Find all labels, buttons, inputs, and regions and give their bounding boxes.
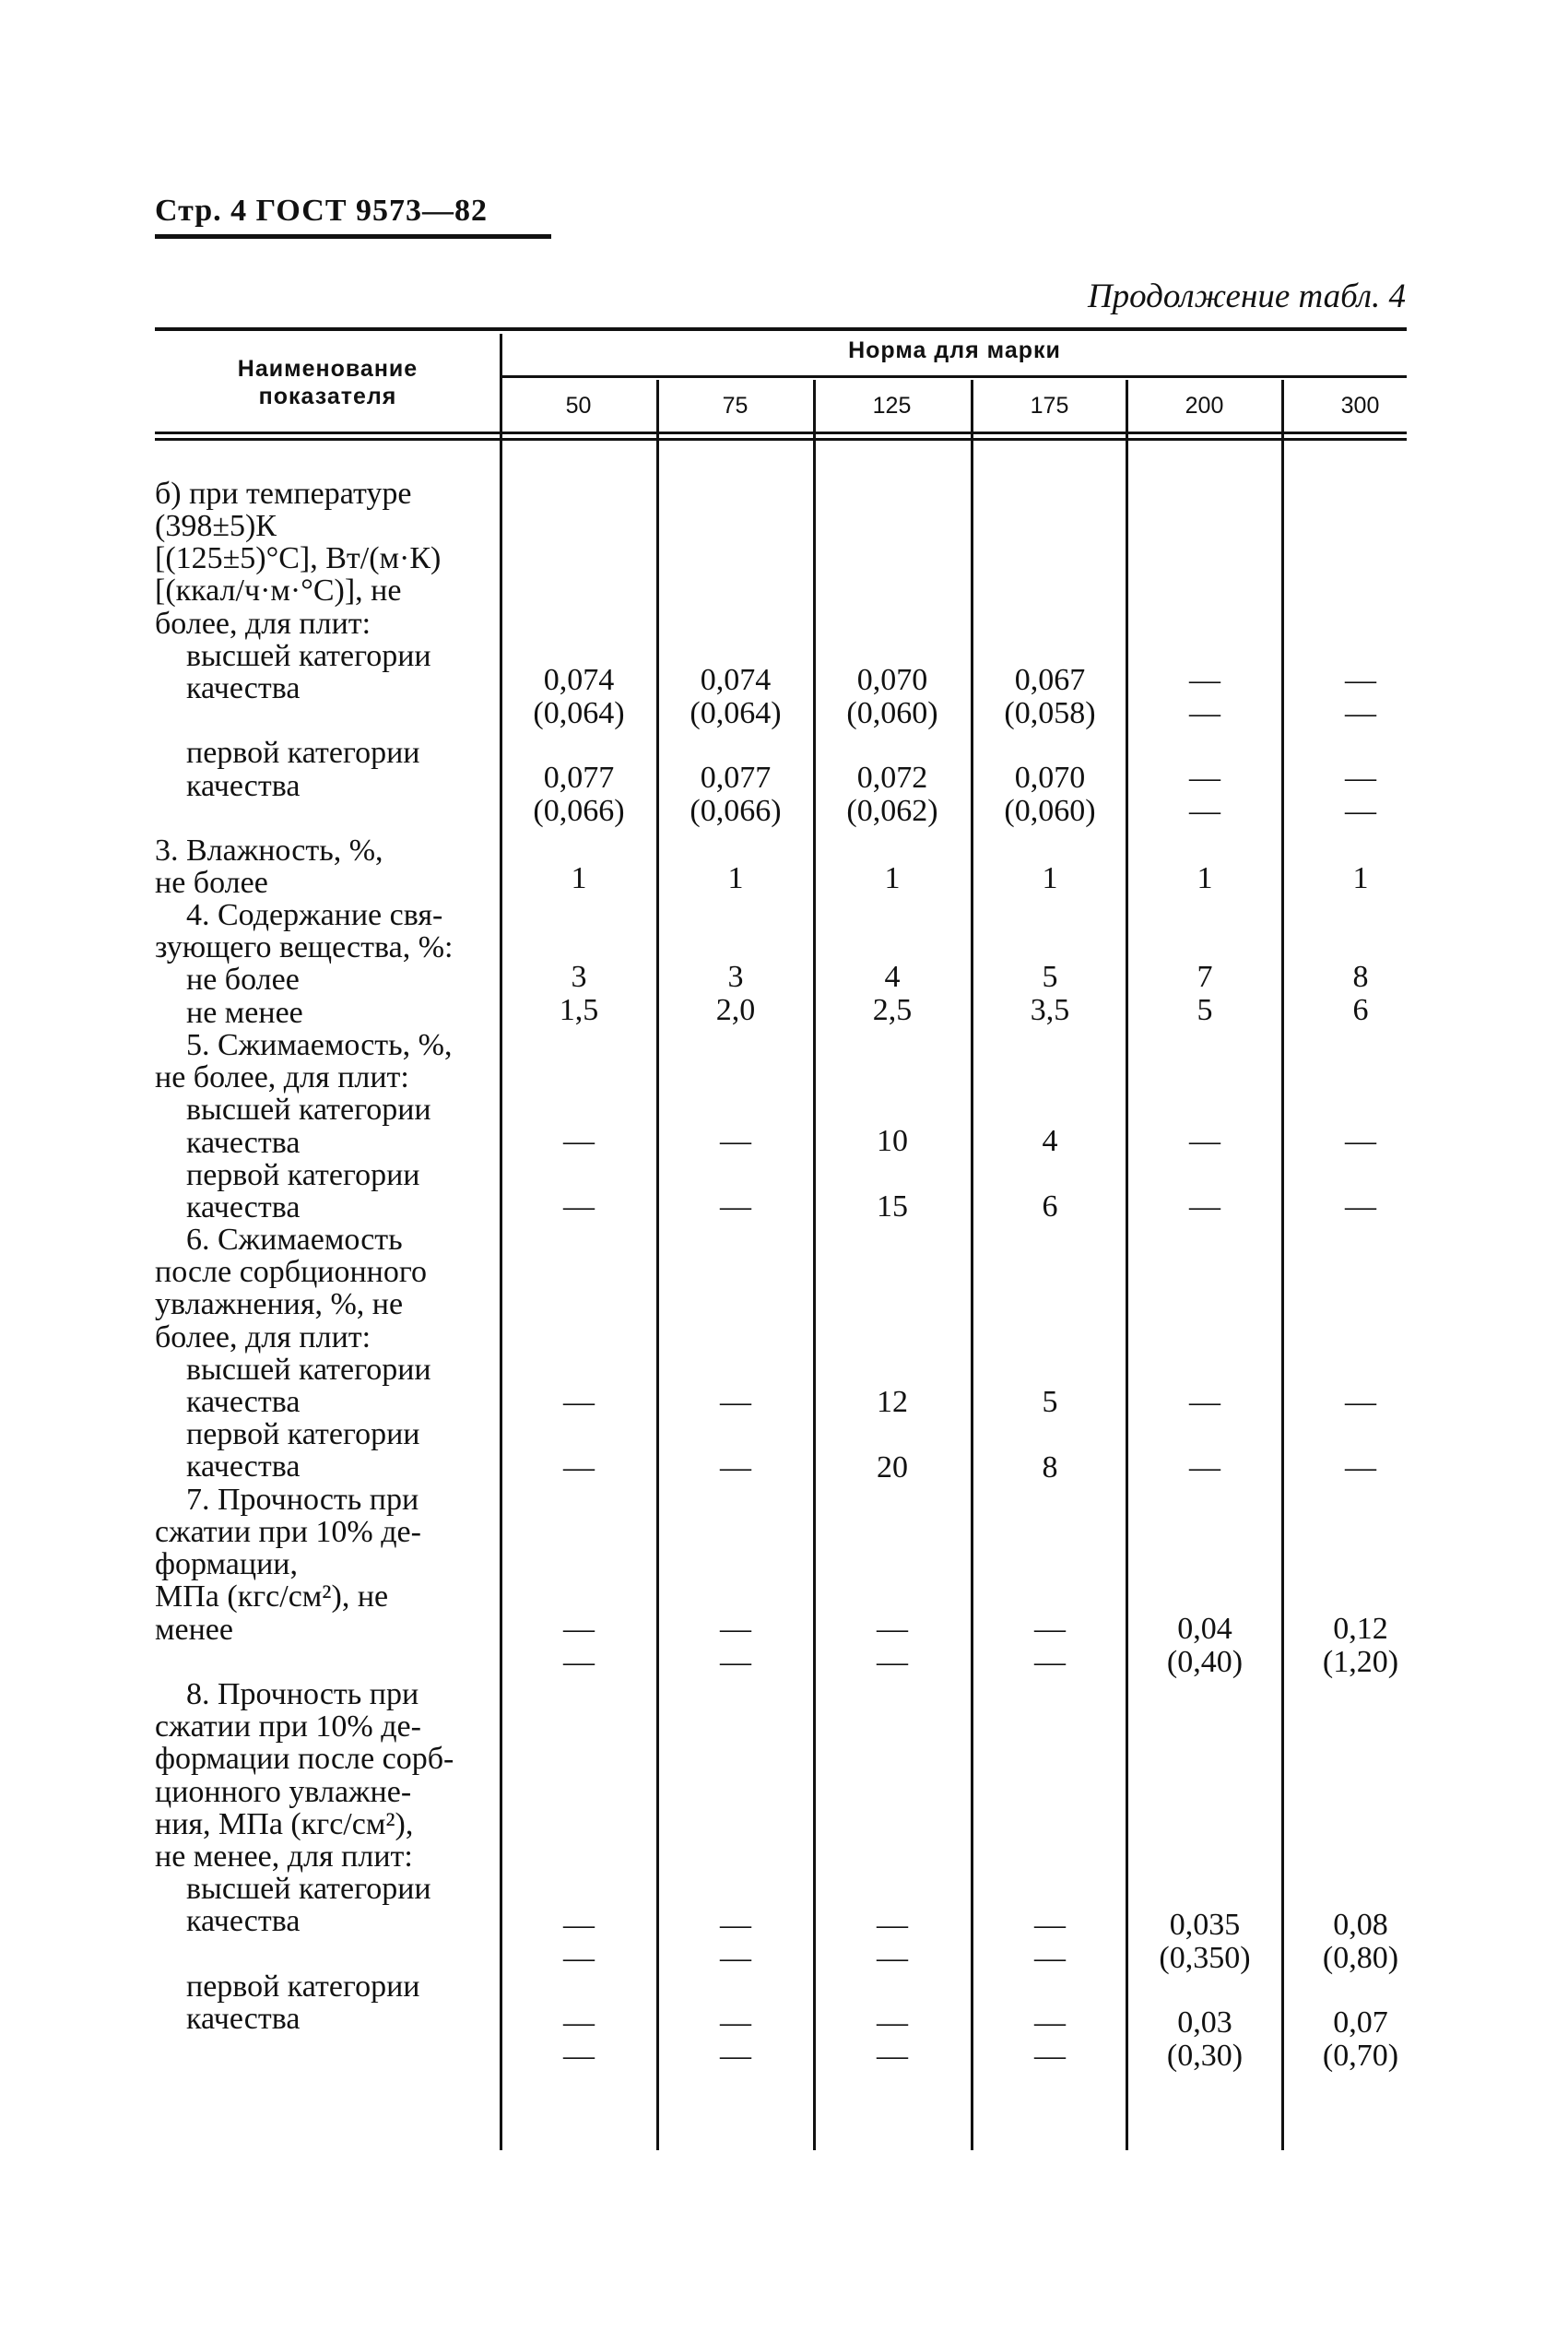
- table-cell: — —: [877, 1908, 908, 1975]
- label-line: высшей категории: [155, 1093, 431, 1127]
- label-line: качества: [155, 671, 301, 705]
- table-top-rule: [155, 327, 1407, 331]
- table-cell: 0,035 (0,350): [1159, 1908, 1251, 1975]
- grade-header: 75: [722, 393, 749, 419]
- table-cell: 20: [877, 1450, 908, 1484]
- table-cell: — —: [1345, 761, 1376, 828]
- table-cell: 1: [1042, 861, 1058, 895]
- table-cell: — —: [563, 1612, 595, 1679]
- label-line: качества: [155, 769, 301, 803]
- label-line: [(ккал/ч·м·°C)], не: [155, 574, 402, 608]
- table-cell: 0,077 (0,066): [533, 761, 625, 828]
- col-divider-4: [1126, 380, 1128, 2150]
- col-divider-3: [971, 380, 973, 2150]
- table-cell: 3 2,0: [715, 960, 756, 1027]
- label-line: не менее, для плит:: [155, 1839, 413, 1874]
- grade-header: 50: [565, 393, 592, 419]
- label-line: увлажнения, %, не: [155, 1287, 404, 1321]
- table-cell: — —: [563, 2005, 595, 2073]
- label-line: не более: [155, 866, 268, 900]
- label-line: зующего вещества, %:: [155, 930, 454, 964]
- grade-header: 175: [1030, 393, 1069, 419]
- label-line: не более, для плит:: [155, 1060, 409, 1094]
- table-cell: — —: [563, 1908, 595, 1975]
- table-cell: —: [1189, 1385, 1220, 1419]
- table-cell: —: [1345, 1124, 1376, 1158]
- header-rule: [155, 234, 551, 239]
- table-cell: 0,07 (0,70): [1322, 2005, 1399, 2073]
- table-cell: — —: [877, 2005, 908, 2073]
- table-cell: — —: [720, 1908, 751, 1975]
- label-line: первой категории: [155, 1969, 420, 2004]
- table-cell: —: [1345, 1189, 1376, 1224]
- label-line: формации,: [155, 1547, 298, 1581]
- table-cell: 6: [1042, 1189, 1058, 1224]
- table-cell: —: [563, 1124, 595, 1158]
- label-line: 8. Прочность при: [155, 1677, 419, 1711]
- table-cell: 1: [1352, 861, 1369, 895]
- label-line: 7. Прочность при: [155, 1483, 419, 1517]
- continuation-label: Продолжение табл. 4: [1087, 278, 1406, 315]
- grade-header: 200: [1185, 393, 1224, 419]
- label-line: сжатии при 10% де-: [155, 1515, 421, 1549]
- table-cell: 0,077 (0,066): [690, 761, 782, 828]
- label-line: 5. Сжимаемость, %,: [155, 1028, 453, 1062]
- label-line: не более: [155, 963, 300, 997]
- label-line: 6. Сжимаемость: [155, 1223, 403, 1257]
- table-cell: —: [1345, 1450, 1376, 1484]
- table-cell: —: [720, 1124, 751, 1158]
- table-cell: — —: [1189, 663, 1220, 730]
- table-cell: —: [720, 1189, 751, 1224]
- table-cell: —: [563, 1189, 595, 1224]
- label-line: высшей категории: [155, 1872, 431, 1906]
- label-line: качества: [155, 2002, 301, 2036]
- grade-header: 125: [872, 393, 912, 419]
- table-cell: 8 6: [1352, 960, 1369, 1027]
- table-cell: 1: [727, 861, 744, 895]
- table-cell: — —: [720, 2005, 751, 2073]
- table-cell: — —: [1189, 761, 1220, 828]
- label-line: (398±5)К: [155, 509, 277, 543]
- table-cell: — —: [877, 1612, 908, 1679]
- table-cell: 5 3,5: [1030, 960, 1070, 1027]
- col-divider-name: [500, 334, 502, 2150]
- label-line: 4. Содержание свя-: [155, 898, 443, 932]
- label-line: после сорбционного: [155, 1255, 427, 1289]
- table-cell: —: [563, 1385, 595, 1419]
- label-line: 3. Влажность, %,: [155, 834, 383, 868]
- label-line: [(125±5)°C], Вт/(м·К): [155, 541, 442, 575]
- page-header: Стр. 4 ГОСТ 9573—82: [155, 194, 489, 228]
- grade-header: 300: [1340, 393, 1380, 419]
- label-line: ния, МПа (кгс/см²),: [155, 1807, 414, 1841]
- table-cell: 15: [877, 1189, 908, 1224]
- table-cell: —: [1189, 1189, 1220, 1224]
- table-cell: 0,08 (0,80): [1322, 1908, 1399, 1975]
- label-line: высшей категории: [155, 1353, 431, 1387]
- table-cell: 7 5: [1197, 960, 1213, 1027]
- table-cell: 12: [877, 1385, 908, 1419]
- table-cell: 0,070 (0,060): [846, 663, 938, 730]
- norm-header-rule: [502, 375, 1407, 378]
- column-name-header: Наименование показателя: [237, 356, 419, 409]
- table-cell: — —: [1345, 663, 1376, 730]
- label-line: сжатии при 10% де-: [155, 1709, 421, 1744]
- table-cell: — —: [1034, 1612, 1066, 1679]
- label-line: формации после сорб-: [155, 1742, 454, 1776]
- label-line: более, для плит:: [155, 607, 371, 641]
- label-line: качества: [155, 1126, 301, 1160]
- norm-header: Норма для марки: [848, 337, 1061, 363]
- label-line: первой категории: [155, 736, 420, 770]
- table-cell: 0,04 (0,40): [1166, 1612, 1244, 1679]
- label-line: качества: [155, 1385, 301, 1419]
- table-cell: 0,074 (0,064): [690, 663, 782, 730]
- table-cell: 0,12 (1,20): [1322, 1612, 1399, 1679]
- table-cell: 0,070 (0,060): [1004, 761, 1096, 828]
- table-cell: 4: [1042, 1124, 1058, 1158]
- table-cell: — —: [1034, 1908, 1066, 1975]
- label-line: менее: [155, 1613, 233, 1647]
- table-cell: —: [720, 1450, 751, 1484]
- table-cell: —: [1345, 1385, 1376, 1419]
- label-line: МПа (кгс/см²), не: [155, 1579, 389, 1614]
- table-cell: 1: [571, 861, 587, 895]
- label-line: качества: [155, 1449, 301, 1484]
- label-line: ционного увлажне-: [155, 1775, 412, 1809]
- table-cell: —: [563, 1450, 595, 1484]
- table-cell: 0,067 (0,058): [1004, 663, 1096, 730]
- table-cell: 5: [1042, 1385, 1058, 1419]
- table-cell: 1: [1197, 861, 1213, 895]
- table-cell: 4 2,5: [872, 960, 913, 1027]
- table-cell: 3 1,5: [559, 960, 599, 1027]
- label-line: высшей категории: [155, 639, 431, 673]
- table-cell: — —: [720, 1612, 751, 1679]
- header-bottom-rule-2: [155, 438, 1407, 441]
- table-cell: 0,072 (0,062): [846, 761, 938, 828]
- label-line: более, для плит:: [155, 1320, 371, 1354]
- label-line: не менее: [155, 996, 303, 1030]
- table-cell: —: [1189, 1450, 1220, 1484]
- table-cell: —: [720, 1385, 751, 1419]
- table-cell: 0,074 (0,064): [533, 663, 625, 730]
- table-cell: — —: [1034, 2005, 1066, 2073]
- table-cell: —: [1189, 1124, 1220, 1158]
- table-cell: 10: [877, 1124, 908, 1158]
- table-cell: 1: [884, 861, 901, 895]
- label-line: качества: [155, 1904, 301, 1938]
- col-divider-5: [1281, 380, 1284, 2150]
- header-bottom-rule: [155, 432, 1407, 434]
- label-line: первой категории: [155, 1417, 420, 1451]
- table-cell: 8: [1042, 1450, 1058, 1484]
- label-line: качества: [155, 1190, 301, 1224]
- label-line: первой категории: [155, 1158, 420, 1192]
- label-line: б) при температуре: [155, 477, 412, 511]
- col-divider-2: [813, 380, 816, 2150]
- table-cell: 0,03 (0,30): [1166, 2005, 1244, 2073]
- col-divider-1: [656, 380, 659, 2150]
